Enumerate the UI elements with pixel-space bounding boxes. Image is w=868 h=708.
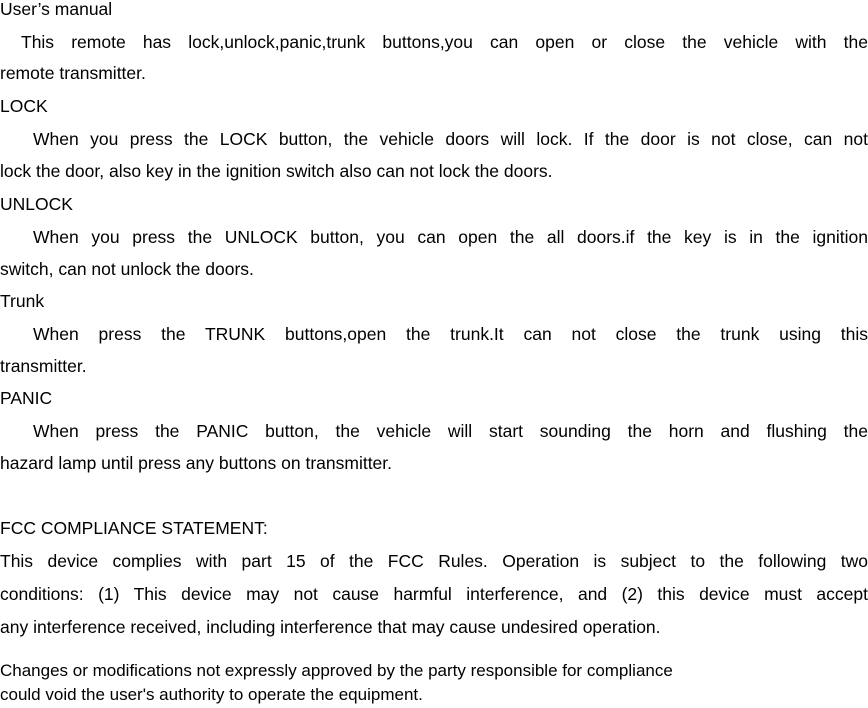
panic-heading: PANIC: [0, 388, 53, 408]
fcc-line-3: any interference received, including interference that may cause undesired operation.: [0, 617, 661, 637]
unlock-line-2: switch, can not unlock the doors.: [0, 259, 254, 279]
lock-line-2: lock the door, also key in the ignition switch also can not lock the doors.: [0, 161, 553, 181]
trunk-heading: Trunk: [0, 291, 45, 311]
trunk-line-1: When press the TRUNK buttons,open the trunk.It can not close the trunk using this: [33, 324, 868, 344]
fcc-heading: FCC COMPLIANCE STATEMENT:: [0, 518, 268, 538]
warning-line-2: could void the user's authority to operate the equipment.: [0, 685, 423, 704]
lock-heading: LOCK: [0, 96, 48, 116]
lock-line-1: When you press the LOCK button, the vehicle doors will lock. If the door is not close, can not: [33, 129, 868, 149]
panic-line-2: hazard lamp until press any buttons on transmitter.: [0, 453, 393, 473]
warning-line-1: Changes or modifications not expressly approved by the party responsible for compliance: [0, 661, 673, 680]
fcc-line-2: conditions: (1) This device may not cause harmful interference, and (2) this device must accept: [0, 584, 868, 604]
document-title: User’s manual: [0, 0, 113, 19]
panic-line-1: When press the PANIC button, the vehicle will start sounding the horn and flushing the: [33, 421, 868, 441]
unlock-line-1: When you press the UNLOCK button, you can open the all doors.if the key is in the ignition: [33, 227, 868, 247]
fcc-line-1: This device complies with part 15 of the FCC Rules. Operation is subject to the following two: [0, 551, 868, 571]
trunk-line-2: transmitter.: [0, 356, 87, 376]
unlock-heading: UNLOCK: [0, 194, 73, 214]
intro-line-1: This remote has lock,unlock,panic,trunk buttons,you can open or close the vehicle with the: [21, 32, 868, 52]
intro-line-2: remote transmitter.: [0, 63, 146, 83]
